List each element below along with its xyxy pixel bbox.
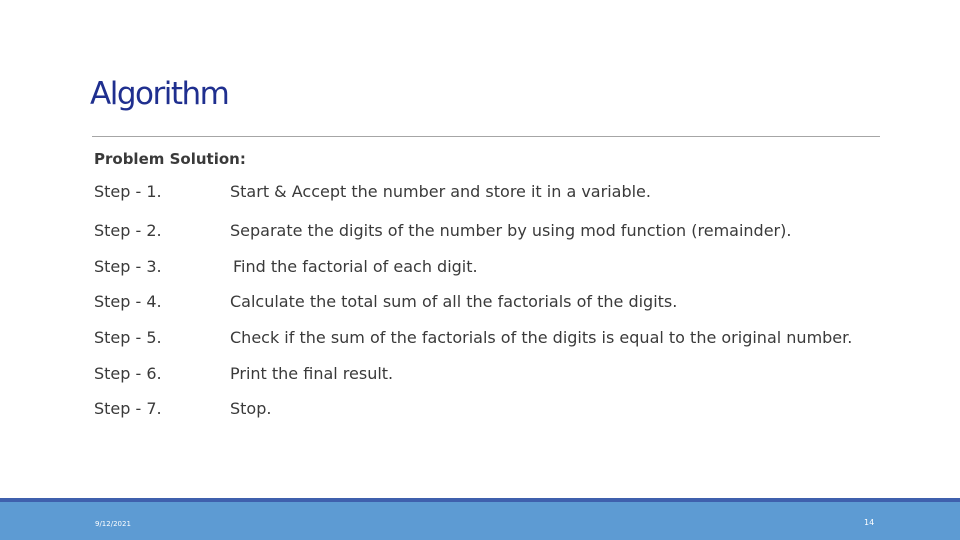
step-text: Start & Accept the number and store it in a variable. (230, 182, 651, 201)
step-label: Step - 6. (94, 364, 162, 383)
step-text: Check if the sum of the factorials of the digits is equal to the original number. (230, 328, 853, 347)
step-text: Separate the digits of the number by using mod function (remainder). (230, 221, 792, 240)
step-label: Step - 2. (94, 221, 162, 240)
slide-title: Algorithm (90, 76, 229, 112)
step-label: Step - 4. (94, 292, 162, 311)
problem-solution-heading: Problem Solution: (94, 150, 246, 168)
step-label: Step - 7. (94, 399, 162, 418)
page-number: 14 (864, 518, 875, 527)
footer-date: 9/12/2021 (95, 520, 131, 528)
title-divider (92, 136, 880, 137)
footer-band (0, 502, 960, 540)
step-text: Stop. (230, 399, 272, 418)
step-text: Calculate the total sum of all the factorials of the digits. (230, 292, 678, 311)
step-text: Print the final result. (230, 364, 394, 383)
step-label: Step - 3. (94, 257, 162, 276)
step-label: Step - 5. (94, 328, 162, 347)
step-text: Find the factorial of each digit. (233, 257, 478, 276)
step-label: Step - 1. (94, 182, 162, 201)
